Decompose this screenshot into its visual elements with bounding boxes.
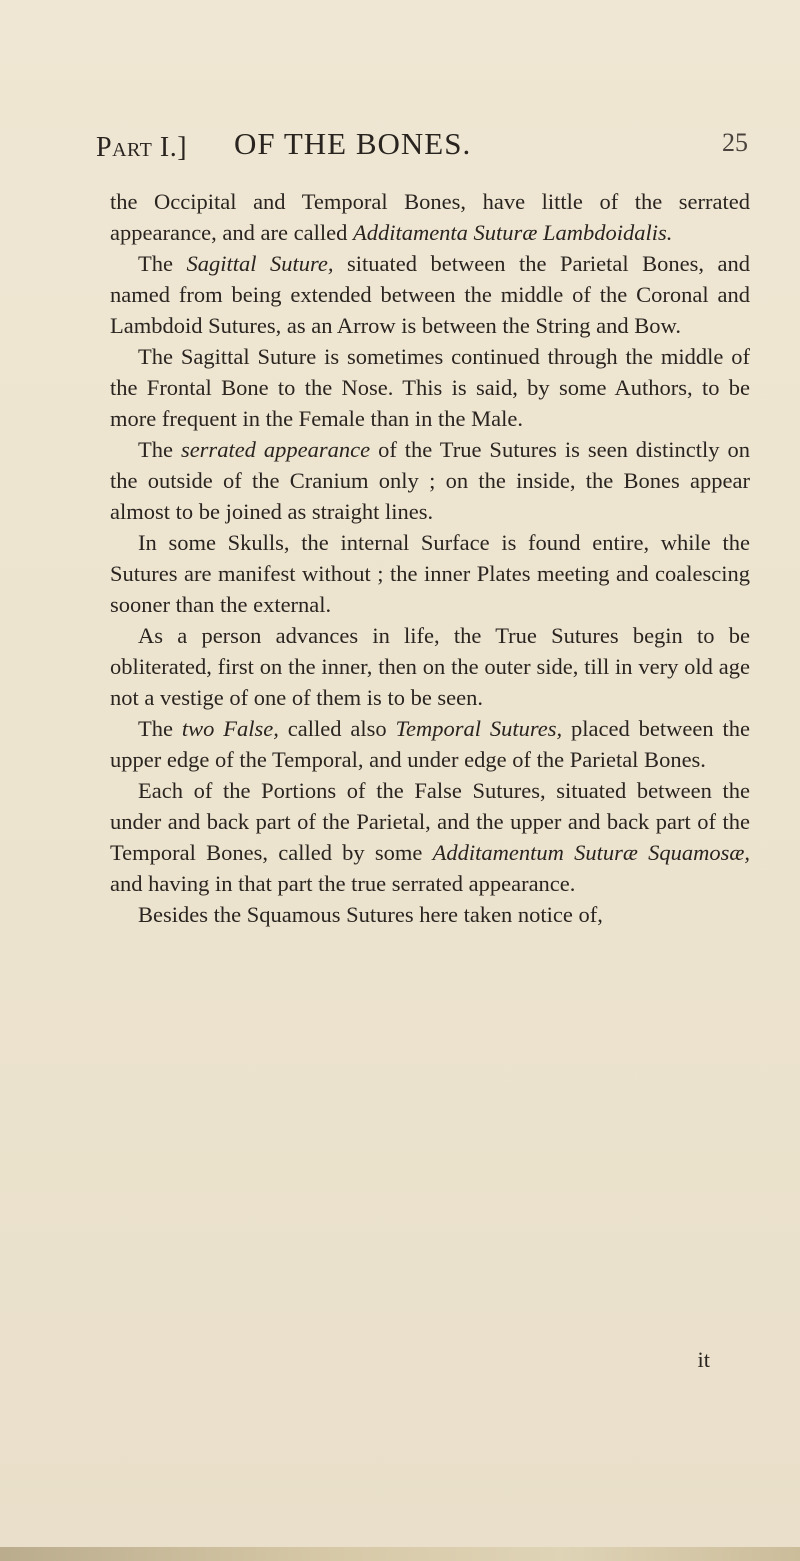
text-run: The bbox=[138, 251, 187, 276]
page-number: 25 bbox=[722, 128, 748, 157]
text-run: of the True Sutures is seen distinctly on the outside of the Cranium only ; on the inside, the Bones appear almost to be joined as straight lines. bbox=[110, 437, 750, 524]
italic-term: Sagittal Suture, bbox=[186, 251, 334, 276]
italic-term: Additamentum Suturæ Squamosæ, bbox=[432, 840, 750, 865]
paragraph bbox=[110, 775, 750, 899]
italic-term: Temporal Sutures, bbox=[395, 716, 563, 741]
text-run: In some Skulls, the internal Surface is found entire, while the Sutures are manifest without ; the inner Plates meeting and coalescing sooner than the external. bbox=[110, 530, 750, 617]
paragraph bbox=[110, 434, 750, 527]
italic-term: two False, bbox=[181, 716, 279, 741]
part-label: Part I.] bbox=[96, 132, 188, 163]
text-run: Each of the Portions of the False Sutures, situated between the under and back part of the Parietal, and the upper and back part of the Temporal Bones, called by some bbox=[110, 778, 750, 865]
text-run: the Occipital and Temporal Bones, have little of the serrated appearance, and are called bbox=[110, 189, 750, 245]
text-run: situated between the Parietal Bones, and named from being extended between the middle of the Coronal and Lambdoid Sutures, as an Arrow is between the String and Bow. bbox=[110, 251, 751, 338]
text-run: called also bbox=[278, 716, 396, 741]
italic-term: Additamenta Suturæ Lambdoidalis. bbox=[352, 220, 673, 245]
text-run: placed between the upper edge of the Temporal, and under edge of the Parietal Bones. bbox=[110, 716, 750, 772]
text-run: The Sagittal Suture is sometimes continued through the middle of the Frontal Bone to the Nose. This is said, by some Authors, to be more frequent in the Female than in the Male. bbox=[110, 344, 750, 431]
body-text bbox=[110, 186, 750, 930]
running-header bbox=[96, 120, 748, 170]
catchword: it bbox=[697, 1347, 710, 1372]
paragraph bbox=[110, 620, 750, 713]
paragraph bbox=[110, 341, 750, 434]
text-run: and having in that part the true serrated appearance. bbox=[110, 871, 576, 896]
text-run: The bbox=[138, 437, 181, 462]
paragraph bbox=[110, 713, 750, 775]
text-run: The bbox=[138, 716, 182, 741]
paragraph bbox=[110, 527, 750, 620]
paragraph bbox=[110, 186, 750, 248]
paragraph bbox=[110, 248, 750, 341]
text-run: Besides the Squamous Sutures here taken notice of, bbox=[138, 902, 603, 927]
page-edge bbox=[0, 1547, 800, 1561]
italic-term: serrated appearance bbox=[180, 437, 371, 462]
text-run: As a person advances in life, the True Sutures begin to be obliterated, first on the inner, then on the outer side, till in very old age not a vestige of one of them is to be seen. bbox=[110, 623, 750, 710]
paragraph bbox=[110, 899, 750, 930]
running-title: OF THE BONES. bbox=[234, 126, 472, 161]
